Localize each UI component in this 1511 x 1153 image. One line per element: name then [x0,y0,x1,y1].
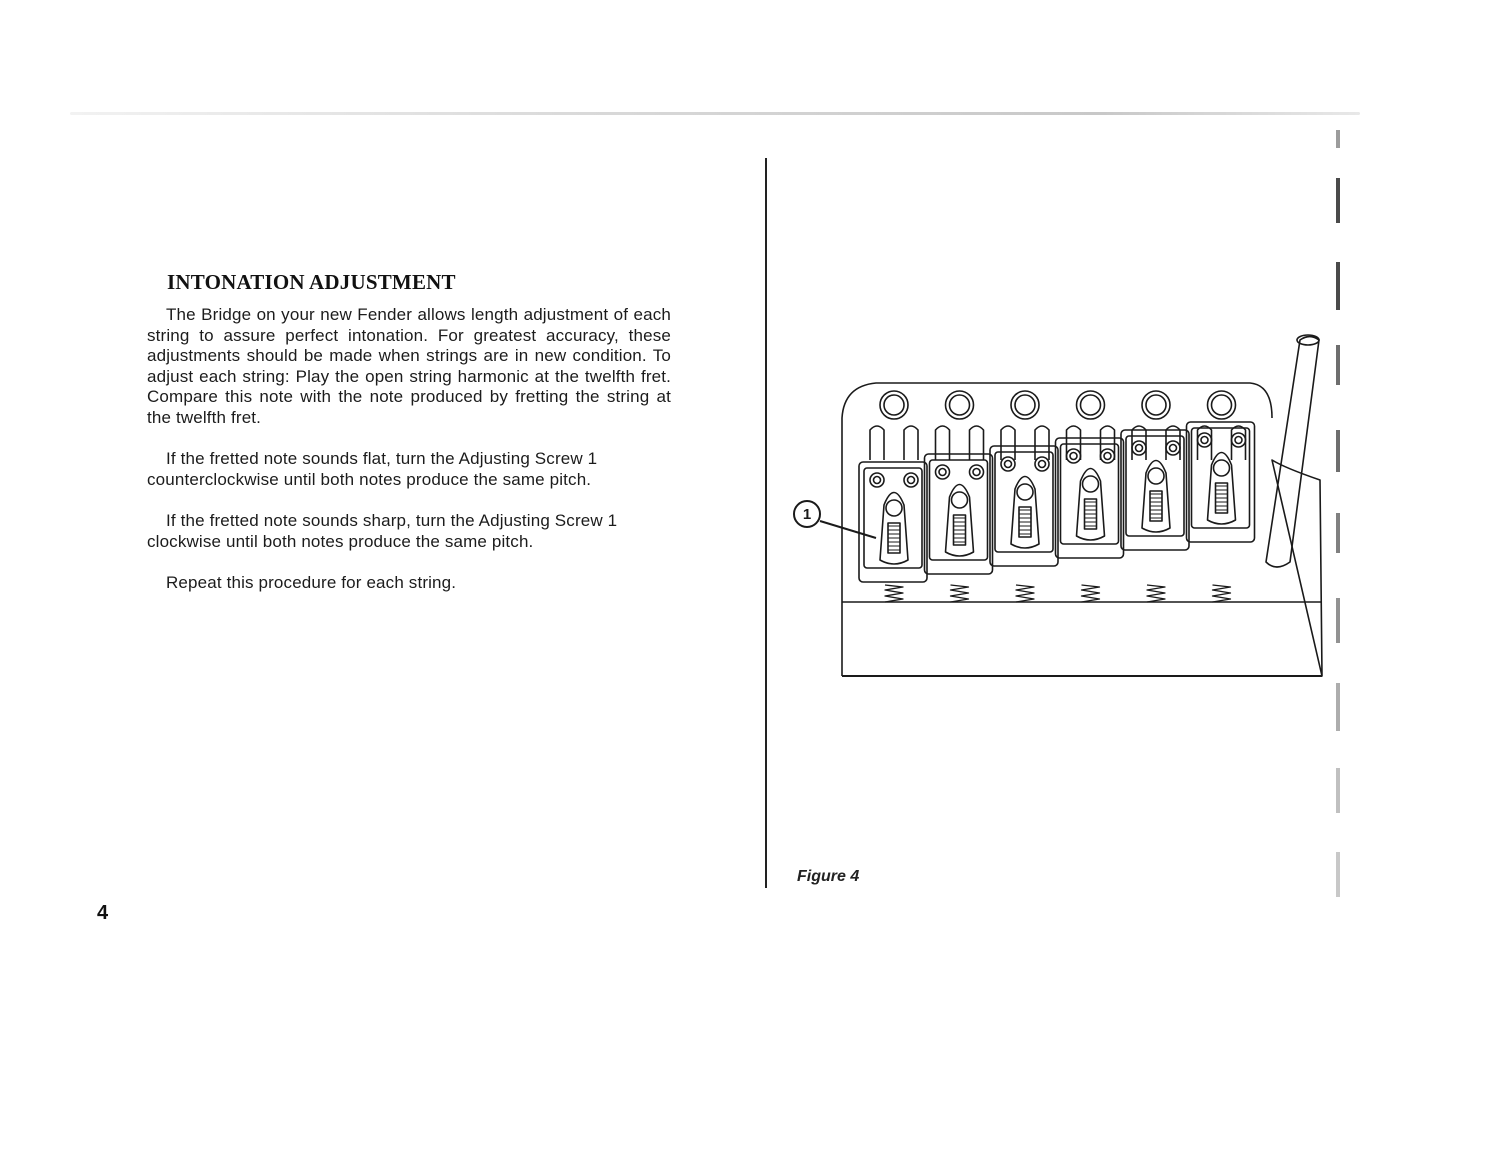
string-slot-left [1067,426,1081,460]
string-hole [1214,460,1230,476]
height-screw-right [904,473,918,487]
paragraph-intro: The Bridge on your new Fender allows length adjustment of each string to assure perfect intonation. For greatest accuracy, these adjustments should be made when strings are in new condition. To adjust each string: Play the open string harmonic at the twelfth fret. Compare this note with the note produced by fretting the string at the twelfth fret. [147,305,671,427]
callout-label: 1 [802,506,812,523]
scan-mark [1336,683,1340,731]
mounting-screw-inner [1212,395,1232,415]
string-hole [886,500,902,516]
callout-leader-line [820,521,876,538]
page-number: 4 [97,902,109,924]
string-slot-left [870,426,884,460]
saddle-spring [1082,585,1100,602]
saddle-spring [1213,585,1231,602]
saddle-2 [925,391,993,602]
mounting-screw-inner [884,395,904,415]
saddle-3 [990,391,1058,602]
height-screw-right-inner [1104,453,1111,460]
height-screw-left [936,465,950,479]
string-slot-left [1001,426,1015,460]
string-hole [952,492,968,508]
saddle-spring [885,585,903,602]
height-screw-right-inner [1170,445,1177,452]
mounting-screw-inner [1015,395,1035,415]
scan-mark [1336,178,1340,223]
column-divider [765,158,767,888]
height-screw-right-inner [908,477,915,484]
bridge-baseplate-right [1272,460,1322,676]
saddle-5 [1121,391,1189,602]
string-hole [1017,484,1033,500]
height-screw-left-inner [939,469,946,476]
mounting-screw-inner [950,395,970,415]
height-screw-left [1067,449,1081,463]
height-screw-right [1166,441,1180,455]
string-slot-right [1101,426,1115,460]
height-screw-right [1035,457,1049,471]
height-screw-left [1001,457,1015,471]
string-hole [1148,468,1164,484]
string-slot-right [1035,426,1049,460]
saddles-group [859,391,1255,602]
paragraph-repeat: Repeat this procedure for each string. [166,573,457,592]
paragraph-flat: If the fretted note sounds flat, turn the Adjusting Screw 1 counterclockwise until both notes produce the same pitch. [147,449,598,489]
height-screw-left [1132,441,1146,455]
top-scan-rule [70,112,1360,115]
height-screw-right-inner [1235,437,1242,444]
figure-caption: Figure 4 [797,868,860,885]
paragraph-sharp: If the fretted note sounds sharp, turn the Adjusting Screw 1 clockwise until both notes produce the same pitch. [147,511,618,551]
saddle-spring [1016,585,1034,602]
height-screw-left-inner [1005,461,1012,468]
scan-mark [1336,852,1340,897]
scan-mark [1336,768,1340,813]
height-screw-left-inner [1136,445,1143,452]
height-screw-right [970,465,984,479]
saddle-4 [1056,391,1124,602]
string-slot-left [936,426,950,460]
mounting-screw-inner [1146,395,1166,415]
mounting-screw-inner [1081,395,1101,415]
string-hole [1083,476,1099,492]
tremolo-arm [1266,337,1319,568]
saddle-spring [951,585,969,602]
saddle-spring [1147,585,1165,602]
height-screw-left-inner [1201,437,1208,444]
bridge-diagram [780,300,1340,690]
section-heading: INTONATION ADJUSTMENT [167,270,456,294]
saddle-1 [859,391,927,602]
height-screw-right-inner [973,469,980,476]
scan-mark [1336,130,1340,148]
height-screw-right [1232,433,1246,447]
height-screw-right [1101,449,1115,463]
height-screw-left [870,473,884,487]
height-screw-left-inner [874,477,881,484]
string-slot-right [904,426,918,460]
height-screw-left [1198,433,1212,447]
height-screw-left-inner [1070,453,1077,460]
height-screw-right-inner [1039,461,1046,468]
saddle-6 [1187,391,1255,602]
string-slot-right [970,426,984,460]
